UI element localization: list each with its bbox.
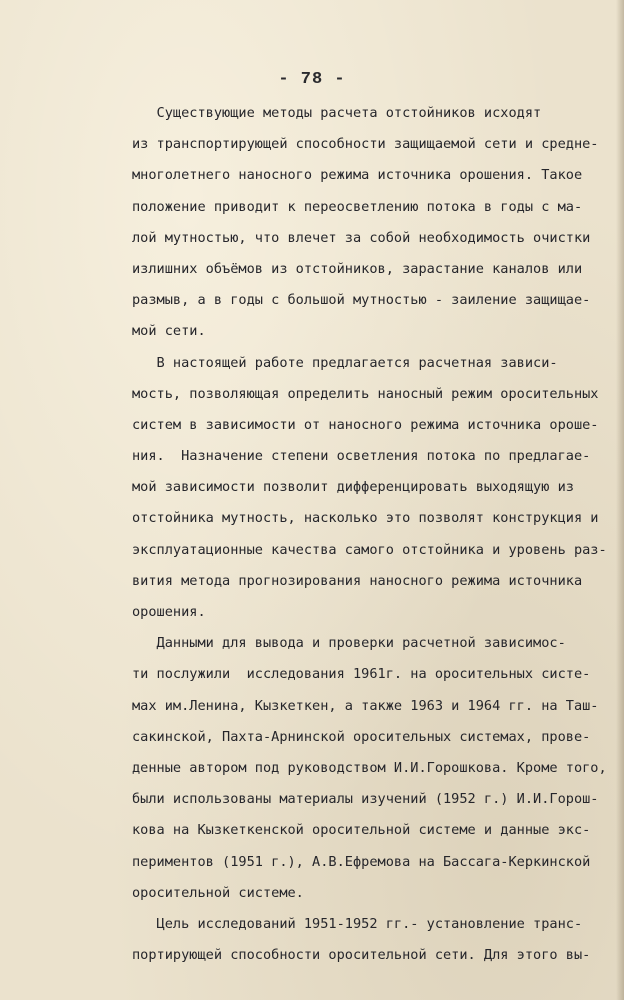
text-line: денные автором под руководством И.И.Горошкова. Кроме того,: [132, 759, 607, 776]
text-line: ти послужили исследования 1961г. на оросительных систе-: [132, 666, 591, 683]
text-line: Цель исследований 1951-1952 гг.- установление транс-: [132, 915, 583, 932]
text-line: периментов (1951 г.), А.В.Ефремова на Бассага-Керкинской: [132, 853, 591, 870]
text-line: многолетнего наносного режима источника орошения. Такое: [132, 167, 583, 184]
text-line: излишних объёмов из отстойников, зарастание каналов или: [132, 260, 583, 277]
text-line: ния. Назначение степени осветления потока по предлагае-: [132, 448, 591, 465]
text-line: оросительной системе.: [132, 884, 304, 901]
page-number: - 78 -: [278, 70, 346, 89]
text-line: мость, позволяющая определить наносный режим оросительных: [132, 385, 599, 402]
text-line: вития метода прогнозирования наносного режима источника: [132, 572, 583, 589]
page-edge-shadow: [616, 0, 624, 1000]
text-line: мой зависимости позволит дифференцировать выходящую из: [132, 479, 574, 496]
text-line: систем в зависимости от наносного режима источника ороше-: [132, 416, 599, 433]
text-line: кова на Кызкеткенской оросительной системе и данные экс-: [132, 822, 591, 839]
text-line: Существующие методы расчета отстойников исходят: [132, 105, 542, 121]
text-line: сакинской, Пахта-Арнинской оросительных системах, прове-: [132, 728, 591, 745]
text-line: отстойника мутность, насколько это позволят конструкция и: [132, 510, 599, 527]
text-line: мах им.Ленина, Кызкеткен, а также 1963 и 1964 гг. на Таш-: [132, 697, 599, 714]
text-line: размыв, а в годы с большой мутностью - заиление защищае-: [132, 292, 591, 309]
text-line: портирующей способности оросительной сети. Для этого вы-: [132, 947, 591, 964]
text-line: орошения.: [132, 604, 206, 620]
text-line: лой мутностью, что влечет за собой необходимость очистки: [132, 229, 591, 246]
text-line: из транспортирующей способности защищаемой сети и средне-: [132, 136, 599, 153]
text-line: эксплуатационные качества самого отстойника и уровень раз-: [132, 541, 607, 558]
document-body-text: [132, 98, 624, 971]
text-line: мой сети.: [132, 323, 206, 340]
text-line: Данными для вывода и проверки расчетной зависимос-: [132, 635, 566, 652]
text-line: В настоящей работе предлагается расчетная зависи-: [132, 354, 558, 371]
text-line: были использованы материалы изучений (1952 г.) И.И.Горош-: [132, 791, 599, 808]
text-line: положение приводит к переосветлению потока в годы с ма-: [132, 198, 583, 215]
